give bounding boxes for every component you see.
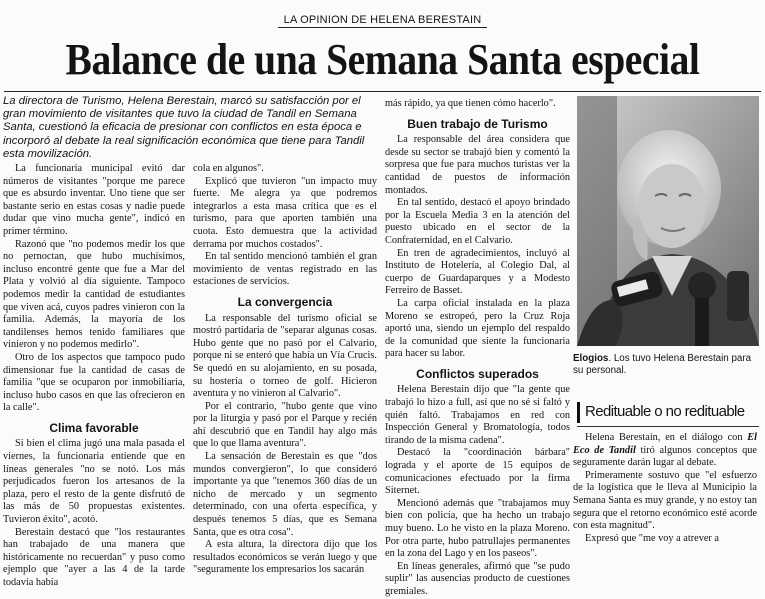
kicker-text: LA OPINION DE HELENA BERESTAIN bbox=[278, 14, 488, 28]
newspaper-name: El Eco de Tandil bbox=[573, 432, 757, 456]
subhead-conflictos: Conflictos superados bbox=[416, 366, 539, 381]
paragraph: La funcionaria municipal evitó dar números de visitantes "porque me parece que es absurdo inventar. Uno tiene que ser bastante serio en estas cosas y nadie puede dudar que vino mucha gente", indicó en primer término. bbox=[3, 163, 185, 237]
paragraph: La sensación de Berestain es que "dos mundos convergieron", lo que consideró importante ya que "tenemos 360 días de un nicho de mercado y un segmento determinado, con una oferta específica, y después tenemos 5 días, que es Semana Santa, que es otra cosa". bbox=[193, 451, 377, 538]
headline: Balance de una Semana Santa especial bbox=[65, 35, 700, 84]
paragraph: Otro de los aspectos que tampoco pudo dimensionar fue la cantidad de casas de familia "que se ocuparon por inmobiliaria, incluso hubo casos en que las ofrecieron en la calle". bbox=[3, 351, 185, 414]
paragraph: En tren de agradecimientos, incluyó al Instituto de Hotelería, al Colegio Dal, al cuerpo de Guardaparques y a Modesto Ferreiro de Basset. bbox=[385, 247, 570, 297]
box-accent-bar bbox=[577, 402, 580, 423]
paragraph: La carpa oficial instalada en la plaza Moreno se estropeó, pero la Cruz Roja aportó una, siendo un ejemplo del respaldo de la comunidad que siente la funcionaria para hacer su labor. bbox=[385, 297, 570, 360]
paragraph bbox=[573, 432, 757, 470]
paragraph: Berestain destacó que "los restaurantes han trabajado de una manera que históricamente no recuerdan" y puso como ejemplo que "ayer a las 4 de la tarde todavía había bbox=[3, 526, 185, 588]
subhead-clima: Clima favorable bbox=[49, 420, 139, 435]
paragraph: Si bien el clima jugó una mala pasada el viernes, la funcionaria entiende que en líneas generales "no se notó. Los más perjudicados fueron los artesanos de la plaza, pero el resto de la gente disfrutó de las más de 50 propuestas existentes. Tuvieron éxito", acotó. bbox=[3, 438, 185, 526]
sidebar-box-body bbox=[573, 432, 757, 545]
paragraph: Expresó que "me voy a atrever a bbox=[585, 532, 720, 544]
paragraph: más rápido, ya que tienen cómo hacerlo". bbox=[385, 98, 556, 109]
box-p1-end: tiró algunos conceptos que seguramente darán lugar al debate. bbox=[573, 444, 758, 469]
paragraph: Razonó que "no podemos medir los que no pernoctan, que hubo muchísimos, incluso encontré gente que fue a Mar del Plata y volvió al día siguiente. Tampoco podemos medir la cantidad de estudiantes que viven acá, cuyos padres vinieron con la familia. Además, la mayoría de los tandilenses hemos tenido familiares que vinieron y no podemos medirlo". bbox=[3, 238, 185, 351]
column-2 bbox=[193, 163, 377, 577]
paragraph: A esta altura, la directora dijo que los resultados económicos se verán luego y que "seguramente los empresarios los sacarán bbox=[193, 539, 377, 576]
subhead-buen-trabajo: Buen trabajo de Turismo bbox=[407, 116, 548, 131]
column-3 bbox=[385, 98, 570, 599]
title-rule bbox=[4, 91, 761, 92]
box-title: Redituable o no redituable bbox=[585, 403, 745, 420]
paragraph: La responsable del turismo oficial se mostró partidaria de "separar algunas cosas. Hubo gente que no pasó por el Calvario, porque ni se enteró que había un Vía Crucis. Se quedó en su alojamiento, en su posada, su hostería o torneo de golf. Hicieron aventura y no vinieron al Calvario". bbox=[193, 312, 377, 400]
paragraph: Por el contrario, "hubo gente que vino por la liturgia y pasó por el Parque y recién ahí descubrió que en Tandil hay algo más que lo que llama aventura". bbox=[193, 400, 377, 450]
photo-caption bbox=[573, 353, 759, 377]
section-kicker bbox=[0, 14, 765, 28]
paragraph: cola en algunos". bbox=[193, 163, 264, 174]
caption-text: . Los tuvo Helena Berestain para su personal. bbox=[573, 353, 752, 376]
box-p1-start: Helena Berestain, en el diálogo con bbox=[585, 432, 748, 443]
caption-label: Elogios bbox=[573, 353, 609, 364]
paragraph: En líneas generales, afirmó que "se pudo suplir" las ausencias producto de cuestiones gremiales. bbox=[385, 560, 570, 597]
news-photo bbox=[577, 96, 759, 346]
paragraph: Primeramente sostuvo que "el esfuerzo de la logística que le lleva al Municipio la Semana Santa es muy grande, y no estoy tan segura que el retorno económico esté acorde con esta magnitud". bbox=[573, 469, 757, 532]
paragraph: Helena Berestain dijo que "la gente que trabajó lo hizo a full, así que no sé si faltó y quién faltó. Trabajamos en red con Inspección General y Bromatología, todos tirando de la misma cadena". bbox=[385, 384, 570, 446]
paragraph: La responsable del área considera que desde su sector se trabajó bien y comentó la sorpresa que fue para muchos turistas ver la cantidad de puestos de información montados. bbox=[385, 134, 570, 196]
column-1 bbox=[3, 163, 185, 590]
paragraph: Destacó la "coordinación bárbara" lograda y el aporte de 15 equipos de comunicaciones efectuado por la firma Siternet. bbox=[385, 447, 570, 497]
paragraph: Explicó que tuvieron "un impacto muy fuerte. Me alegra ya que podremos integrarlos a esta masa crítica que es el turismo, para que aporten también una cuota. Esto demuestra que la actividad derrama por muchos costados". bbox=[193, 175, 377, 250]
box-rule bbox=[577, 426, 759, 427]
lead-paragraph: La directora de Turismo, Helena Berestain, marcó su satisfacción por el gran movimiento de visitantes que tuvo la ciudad de Tandil en Semana Santa, cuestionó la eficacia de presionar con conflictos en esta época e incorporó al debate la real significación económica que tiene para Tandil esta movilización. bbox=[3, 95, 365, 160]
paragraph: Mencionó además que "trabajamos muy bien con policía, que ha hecho un trabajo muy bueno. Lo he visto en la plaza Moreno. Por otra parte, hubo patrullajes permanentes en la zona del Lago y en los paseos". bbox=[385, 497, 570, 560]
paragraph: En tal sentido, destacó el apoyo brindado por la Escuela Media 3 en la atención del puesto ubicado en el sector de la Confraternidad, en el Calvario. bbox=[385, 197, 570, 246]
subhead-convergencia: La convergencia bbox=[237, 294, 333, 309]
photo-illustration bbox=[577, 96, 759, 346]
paragraph: En tal sentido mencionó también el gran movimiento de ventas registrado en las estaciones de servicios. bbox=[193, 251, 377, 288]
